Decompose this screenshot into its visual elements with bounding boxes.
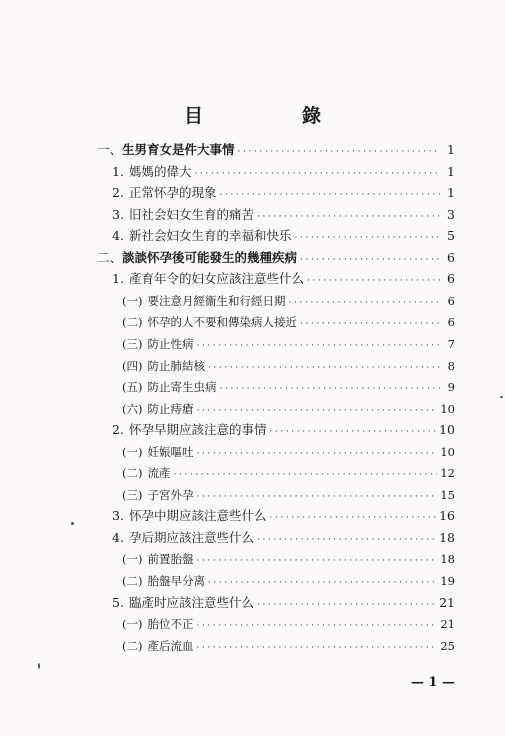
toc-entry-page: 9 — [447, 380, 455, 395]
toc-entry-page: 10 — [439, 422, 455, 438]
toc-leader-dots — [196, 445, 437, 463]
toc-leader-dots — [307, 272, 440, 290]
toc-entry — [122, 486, 455, 506]
toc-entry-page: 8 — [447, 358, 455, 373]
toc-entry-number: 1. — [112, 163, 124, 179]
toc-entry-page: 7 — [447, 336, 455, 351]
toc-entry-number: (二) — [122, 574, 143, 588]
scan-speck — [38, 663, 40, 669]
toc-entry-number: (二) — [122, 466, 143, 481]
toc-entry — [122, 615, 455, 635]
toc-entry — [122, 464, 455, 484]
toc-leader-dots — [208, 574, 437, 592]
toc-entry-page: 1 — [447, 185, 455, 201]
toc-entry-number: 5. — [112, 594, 124, 610]
toc-entry-title: 胎盤早分离 — [147, 574, 205, 588]
toc-entry-title: 防止肺結核 — [147, 358, 205, 373]
toc-entry — [112, 163, 455, 183]
toc-entry-number: 3. — [112, 206, 124, 222]
toc-entry-number: 4. — [112, 228, 124, 244]
toc-leader-dots — [196, 337, 440, 355]
toc-entry-page: 5 — [447, 228, 455, 244]
toc-leader-dots — [294, 229, 440, 247]
toc-entry — [122, 335, 455, 355]
toc-leader-dots — [257, 596, 436, 614]
toc-entry-number: (六) — [122, 401, 143, 416]
toc-entry-number: (一) — [122, 444, 143, 459]
toc-entry-number: (三) — [122, 487, 143, 502]
toc-entry-page: 10 — [440, 401, 455, 416]
toc-entry — [122, 443, 455, 463]
toc-entry — [122, 637, 455, 657]
toc-entry-page: 1 — [447, 163, 455, 179]
toc-entry-number: 一、 — [97, 142, 123, 157]
toc-entry-number: (三) — [122, 336, 143, 351]
toc-entry-title: 子宮外孕 — [147, 487, 194, 502]
toc-leader-dots — [173, 466, 437, 484]
toc-leader-dots — [196, 617, 437, 635]
toc-entry — [122, 400, 455, 420]
toc-entry-title: 流產 — [147, 466, 171, 481]
toc-entry-number: (一) — [122, 552, 143, 567]
toc-leader-dots — [269, 423, 436, 441]
scan-speck — [71, 522, 74, 525]
toc-leader-dots — [269, 509, 436, 527]
toc-entry-number: 3. — [112, 508, 124, 524]
toc-leader-dots — [196, 488, 437, 506]
toc-entry — [112, 529, 455, 549]
toc-entry-page: 15 — [440, 487, 455, 502]
toc-leader-dots — [219, 380, 440, 398]
toc-entry — [97, 141, 455, 161]
toc-leader-dots — [238, 143, 440, 161]
toc-entry-title: 防止性病 — [147, 336, 194, 351]
toc-entry-title: 生男育女是件大事情 — [122, 142, 235, 157]
toc-entry — [112, 227, 455, 247]
toc-entry-title: 談談怀孕後可能發生的幾種疾病 — [122, 249, 298, 265]
toc-entry — [122, 550, 455, 570]
toc-entry — [112, 270, 455, 290]
toc-leader-dots — [300, 315, 440, 333]
toc-entry-page: 3 — [447, 206, 455, 222]
toc-entry-number: (一) — [122, 293, 143, 308]
toc-entry-title: 妊娠嘔吐 — [147, 444, 194, 459]
toc-entry-title: 要注意月經衞生和行經日期 — [147, 293, 286, 308]
toc-entry-title: 媽媽的偉大 — [128, 163, 192, 179]
toc-entry-page: 6 — [447, 249, 455, 265]
toc-entry-title: 防止寄生虫病 — [147, 380, 217, 395]
toc-entry-page: 16 — [439, 508, 455, 524]
toc-entry-page: 6 — [447, 315, 455, 330]
toc-entry-title: 旧社会妇女生育的痛苦 — [128, 206, 254, 222]
toc-entry-page: 1 — [447, 142, 455, 157]
toc-entry-title: 產育年令的妇女应該注意些什么 — [128, 271, 304, 287]
toc-leader-dots — [196, 639, 437, 657]
toc-entry — [122, 378, 455, 398]
toc-leader-dots — [196, 402, 437, 420]
toc-entry — [112, 184, 455, 204]
toc-entry-page: 6 — [447, 293, 455, 308]
toc-entry — [112, 421, 455, 441]
toc-entry-title: 孕后期应該注意些什么 — [128, 529, 254, 545]
toc-leader-dots — [300, 251, 440, 269]
toc-leader-dots — [196, 552, 437, 570]
toc-entry-page: 10 — [440, 444, 455, 459]
toc-entry-number: (一) — [122, 617, 143, 632]
toc-entry — [112, 594, 455, 614]
toc-leader-dots — [257, 208, 440, 226]
toc-entry-title: 怀孕的人不要和傳染病人接近 — [147, 315, 297, 330]
toc-entry-page: 25 — [440, 638, 455, 653]
toc-entry — [122, 292, 455, 312]
toc-entry-title: 新社会妇女生育的幸福和快乐 — [128, 228, 292, 244]
toc-entry — [112, 206, 455, 226]
toc-entry-title: 防止痔瘡 — [147, 401, 194, 416]
toc-leader-dots — [288, 294, 440, 312]
toc-entry-number: (二) — [122, 315, 143, 330]
toc-entry-number: (四) — [122, 358, 143, 373]
toc-leader-dots — [194, 165, 440, 183]
toc-entry-number: 2. — [112, 185, 124, 201]
page-number: — 1 — — [410, 675, 455, 690]
toc-entry-number: 二、 — [97, 249, 123, 265]
toc-entry-page: 19 — [440, 574, 455, 588]
toc-leader-dots — [208, 359, 440, 377]
toc-entry-title: 怀孕中期应該注意些什么 — [128, 508, 267, 524]
toc-entry — [122, 572, 455, 592]
toc-entry-number: 1. — [112, 271, 124, 287]
toc-entry — [97, 249, 455, 269]
toc-leader-dots — [219, 186, 440, 204]
toc-entry — [122, 357, 455, 377]
toc-entry — [112, 507, 455, 527]
toc-entry-title: 前置胎盤 — [147, 552, 194, 567]
toc-entry-page: 18 — [440, 552, 455, 567]
toc-entry-number: (五) — [122, 380, 143, 395]
toc-entry-title: 正常怀孕的現象 — [128, 185, 217, 201]
page-title: 目 錄 — [183, 105, 361, 127]
toc-entry-page: 21 — [439, 594, 455, 610]
toc-entry-number: (二) — [122, 638, 143, 653]
toc-entry-number: 2. — [112, 422, 124, 438]
toc-entry-number: 4. — [112, 529, 124, 545]
toc-entry-page: 6 — [447, 271, 455, 287]
toc-entry-title: 胎位不正 — [147, 617, 194, 632]
toc-entry-title: 臨產时应該注意些什么 — [128, 594, 254, 610]
toc-entry-page: 18 — [439, 529, 455, 545]
toc-entry-page: 21 — [440, 617, 455, 632]
scan-speck — [500, 396, 503, 398]
toc-entry-title: 產后流血 — [147, 638, 194, 653]
toc-entry-page: 12 — [440, 466, 455, 481]
toc-entry — [122, 313, 455, 333]
toc-entry-title: 怀孕早期应該注意的事情 — [128, 422, 267, 438]
toc-leader-dots — [257, 531, 436, 549]
